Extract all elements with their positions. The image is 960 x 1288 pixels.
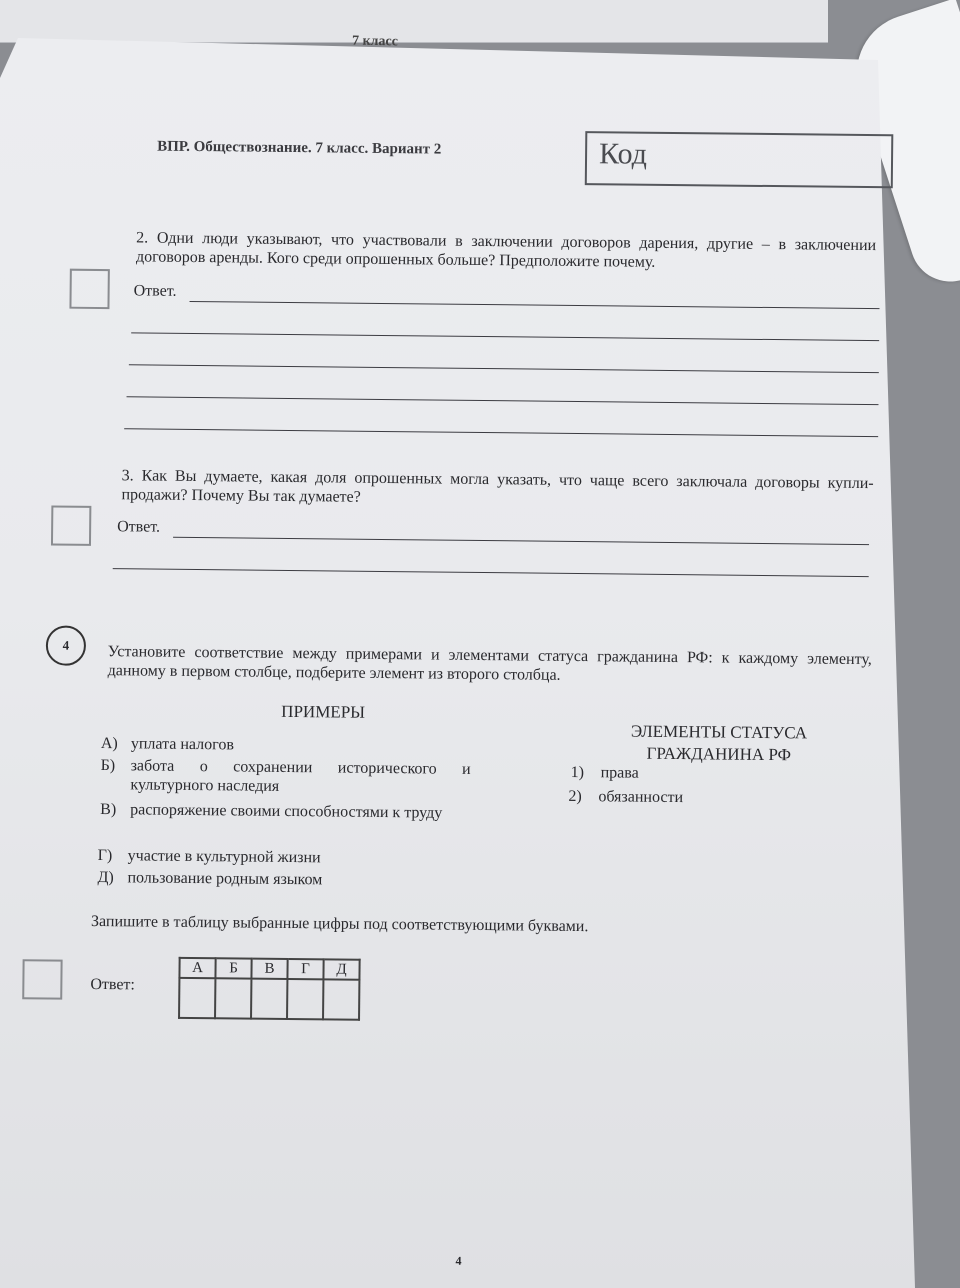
table-header-cell: Д [323,959,359,979]
answer-cell[interactable] [215,978,251,1018]
elements-heading-line2: ГРАЖДАНИНА РФ [646,743,792,765]
table-header-cell: Г [287,959,323,979]
code-label: Код [598,137,648,171]
answer-line[interactable] [124,428,878,437]
question-3-text: 3. Как Вы думаете, какая доля опрошенных могла указать, что чаще всего заключала договоры купли-продажи? Почему Вы так думаете? [121,467,874,506]
example-letter: Г) [97,847,113,865]
example-item [100,756,470,798]
examples-heading: ПРИМЕРЫ [281,701,366,722]
example-text: уплата налогов [130,735,235,754]
question-3-score-box[interactable] [51,506,91,546]
example-letter: В) [100,801,117,819]
example-text: распоряжение своими способностями к труду [130,801,443,822]
code-box[interactable] [585,131,894,188]
element-number: 1) [570,763,585,782]
example-text: участие в культурной жизни [127,847,321,867]
example-text: забота о сохранении исторического и культурного наследия [130,757,471,795]
question-2-text: 2. Одни люди указывают, что участвовали в заключении договоров дарения, другие – в заключении договоров аренды. Кого среди опрошенных больше? Предположите почему. [135,229,877,271]
answer-line[interactable] [127,396,879,405]
example-letter: А) [100,735,118,753]
question-3-answer-label: Ответ. [117,518,161,536]
answer-line[interactable] [190,301,880,309]
instruction-text: Запишите в таблицу выбранные цифры под соответствующими буквами. [90,912,589,936]
answer-line[interactable] [113,568,869,577]
element-text: права [600,764,639,782]
example-letter: Д) [97,869,114,887]
example-item [101,734,471,757]
question-4-score-box[interactable] [22,959,62,999]
answer-cell[interactable] [251,979,287,1019]
question-2-answer-label: Ответ. [133,282,177,300]
element-item [571,763,639,783]
answer-line[interactable] [131,332,879,341]
question-4-text: Установите соответствие между примерами и элементами статуса гражданина РФ: к каждому элементу, данному в первом столбце, подберите элемент из второго столбца. [107,643,872,684]
example-item [98,846,468,869]
element-item [568,787,683,807]
example-item [97,868,467,891]
answer-cell[interactable] [179,978,215,1018]
answer-cell[interactable] [323,979,359,1019]
question-4-number: 4 [46,625,86,665]
example-text: пользование родным языком [127,869,323,889]
element-text: обязанности [598,788,684,807]
answer-line[interactable] [173,537,869,545]
question-4-answer-label: Ответ: [90,975,136,994]
table-header-cell: Б [215,958,251,978]
answer-line[interactable] [129,364,879,373]
table-header-cell: А [179,958,215,978]
example-letter: Б) [100,757,116,775]
worksheet-title: ВПР. Обществознание. 7 класс. Вариант 2 [157,138,442,158]
question-2-score-box[interactable] [69,269,109,309]
page-number: 4 [455,1253,462,1268]
example-item [100,800,470,823]
element-number: 2) [568,787,582,806]
back-sheet-text: 7 класс [351,33,398,50]
table-header-cell: В [251,959,287,979]
answer-cell[interactable] [287,979,323,1019]
answer-table [178,957,361,1021]
elements-heading-line1: ЭЛЕМЕНТЫ СТАТУСА [630,721,808,743]
